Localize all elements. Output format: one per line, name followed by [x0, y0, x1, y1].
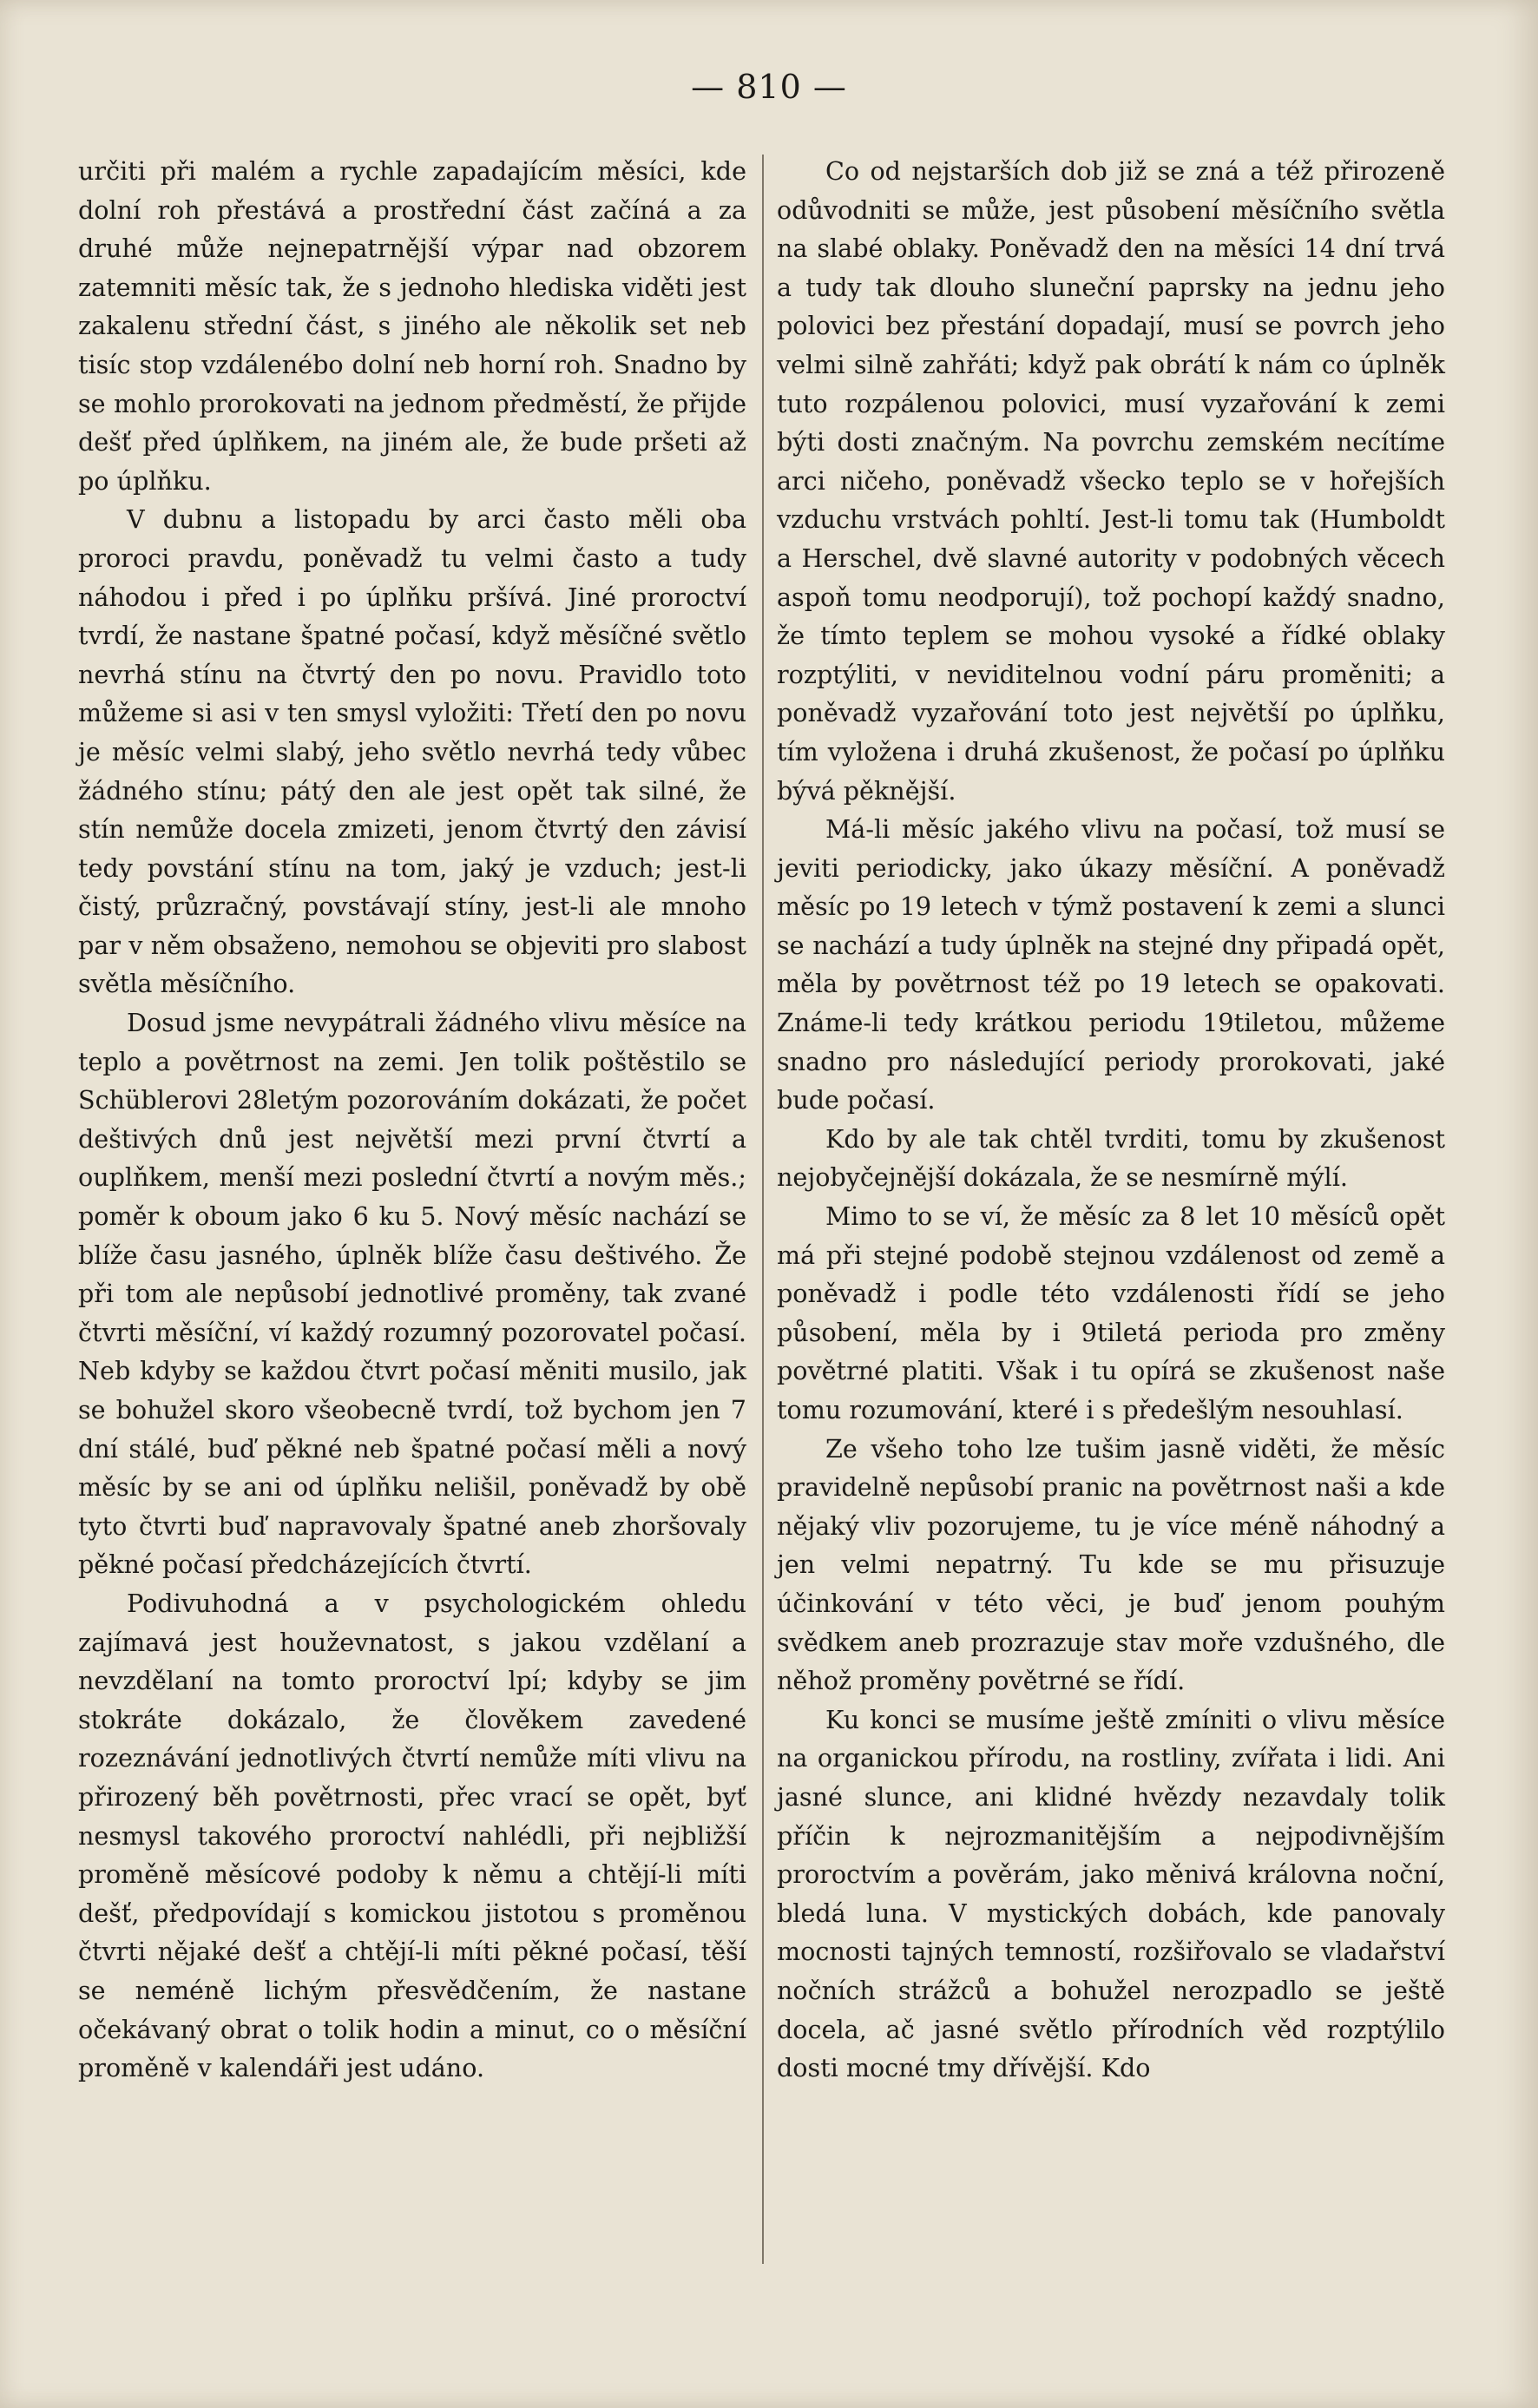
paragraph: Ze všeho toho lze tušim jasně viděti, že měsíc pravidelně nepůsobí pranic na povětrnost naši a kde nějaký vliv pozorujeme, tu je více méně náhodný a jen velmi nepatrný. Tu kde se mu přisuzuje účinkování v této věci, je buď jenom pouhým svědkem aneb prozrazuje stav moře vzdušného, dle něhož proměny povětrné se řídí.: [777, 1433, 1445, 1696]
paragraph: Dosud jsme nevypátrali žádného vlivu měsíce na teplo a povětrnost na zemi. Jen tolik poštěstilo se Schüblerovi 28letým pozorováním dokázati, že počet deštivých dnů jest největší mezi první čtvrtí a ouplňkem, menší mezi poslední čtvrtí a novým měs.; poměr k oboum jako 6 ku 5. Nový měsíc nachází se blíže času jasného, úplněk blíže času deštivého. Že při tom ale nepůsobí jednotlivé proměny, tak zvané čtvrti měsíční, ví každý rozumný pozorovatel počasí. Neb kdyby se každou čtvrt počasí měniti musilo, jak se bohužel skoro všeobecně tvrdí, tož bychom jen 7 dní stálé, buď pěkné neb špatné počasí měli a nový měsíc by se ani od úplňku nelišil, poněvadž by obě tyto čtvrti buď napravovaly špatné aneb zhoršovaly pěkné počasí předcházejících čtvrtí.: [78, 1008, 746, 1580]
column-divider: [762, 155, 764, 2264]
right-column: [777, 152, 1445, 2088]
paragraph: Podivuhodná a v psychologickém ohledu zajímavá jest houževnatost, s jakou vzdělaní a nevzdělaní na tomto proroctví lpí; kdyby se jim stokráte dokázalo, že člověkem zavedené rozeznávání jednotlivých čtvrtí nemůže míti vlivu na přirozený běh povětrnosti, přec vrací se opět, byť nesmysl takového proroctví nahlédli, při nejbližší proměně měsícové podoby k němu a chtějí-li míti dešť, předpovídají s komickou jistotou s proměnou čtvrti nějaké dešť a chtějí-li míti pěkné počasí, těší se neméně lichým přesvědčením, že nastane očekávaný obrat o tolik hodin a minut, co o měsíční proměně v kalendáři jest udáno.: [78, 1588, 746, 2083]
left-column: [78, 152, 746, 2088]
paragraph: Mimo to se ví, že měsíc za 8 let 10 měsíců opět má při stejné podobě stejnou vzdálenost od země a poněvadž i podle této vzdálenosti řídí se jeho působení, měla by i 9tiletá perioda pro změny povětrné platiti. Však i tu opírá se zkušenost naše tomu rozumování, které i s předešlým nesouhlasí.: [777, 1201, 1445, 1424]
paragraph: Ku konci se musíme ještě zmíniti o vlivu měsíce na organickou přírodu, na rostliny, zvířata i lidi. Ani jasné slunce, ani klidné hvězdy nezavdaly tolik příčin k nejrozmanitějším a nejpodivnějším proroctvím a pověrám, jako měnivá královna noční, bledá luna. V mystických dobách, kde panovaly mocnosti tajných temností, rozšiřovalo se vladařství nočních strážců a bohužel nerozpadlo se ještě docela, ač jasné světlo přírodních věd rozptýlilo dosti mocné tmy dřívější. Kdo: [777, 1704, 1445, 2083]
page-number: — 810 —: [691, 68, 847, 106]
paragraph: Má-li měsíc jakého vlivu na počasí, tož musí se jeviti periodicky, jako úkazy měsíční. A poněvadž měsíc po 19 letech v týmž postavení k zemi a slunci se nachází a tudy úplněk na stejné dny připadá opět, měla by povětrnost též po 19 letech se opakovati. Známe-li tedy krátkou periodu 19tiletou, můžeme snadno pro následující periody prorokovati, jaké bude počasí.: [777, 814, 1445, 1115]
paragraph: Co od nejstarších dob již se zná a též přirozeně odůvodniti se může, jest působení měsíčního světla na slabé oblaky. Poněvadž den na měsíci 14 dní trvá a tudy tak dlouho sluneční paprsky na jednu jeho polovici bez přestání dopadají, musí se povrch jeho velmi silně zahřáti; když pak obrátí k nám co úplněk tuto rozpálenou polovici, musí vyzařování k zemi býti dosti značným. Na povrchu zemském necítíme arci ničeho, poněvadž všecko teplo se v hořejších vzduchu vrstvách pohltí. Jest-li tomu tak (Humboldt a Herschel, dvě slavné autority v podobných věcech aspoň tomu neodporují), tož pochopí každý snadno, že tímto teplem se mohou vysoké a řídké oblaky rozptýliti, v neviditelnou vodní páru proměniti; a poněvadž vyzařování toto jest největší po úplňku, tím vyložena i druhá zkušenost, že počasí po úplňku bývá pěknější.: [777, 156, 1445, 806]
paragraph: Kdo by ale tak chtěl tvrditi, tomu by zkušenost nejobyčejnější dokázala, že se nesmírně mýlí.: [777, 1123, 1445, 1193]
paragraph: V dubnu a listopadu by arci často měli oba proroci pravdu, poněvadž tu velmi často a tudy náhodou i před i po úplňku pršívá. Jiné proroctví tvrdí, že nastane špatné počasí, když měsíčné světlo nevrhá stínu na čtvrtý den po novu. Pravidlo toto můžeme si asi v ten smysl vyložiti: Třetí den po novu je měsíc velmi slabý, jeho světlo nevrhá tedy vůbec žádného stínu; pátý den ale jest opět tak silné, že stín nemůže docela zmizeti, jenom čtvrtý den závisí tedy povstání stínu na tom, jaký je vzduch; jest-li čistý, průzračný, povstávají stíny, jest-li ale mnoho par v něm obsaženo, nemohou se objeviti pro slabost světla měsíčního.: [78, 504, 746, 999]
paragraph: určiti při malém a rychle zapadajícím měsíci, kde dolní roh přestává a prostřední část začíná a za druhé může nejnepatrnější výpar nad obzorem zatemniti měsíc tak, že s jednoho hlediska viděti jest zakalenu střední část, s jiného ale několik set neb tisíc stop vzdálenébo dolní neb horní roh. Snadno by se mohlo prorokovati na jednom předměstí, že přijde dešť před úplňkem, na jiném ale, že bude pršeti až po úplňku.: [78, 156, 746, 496]
